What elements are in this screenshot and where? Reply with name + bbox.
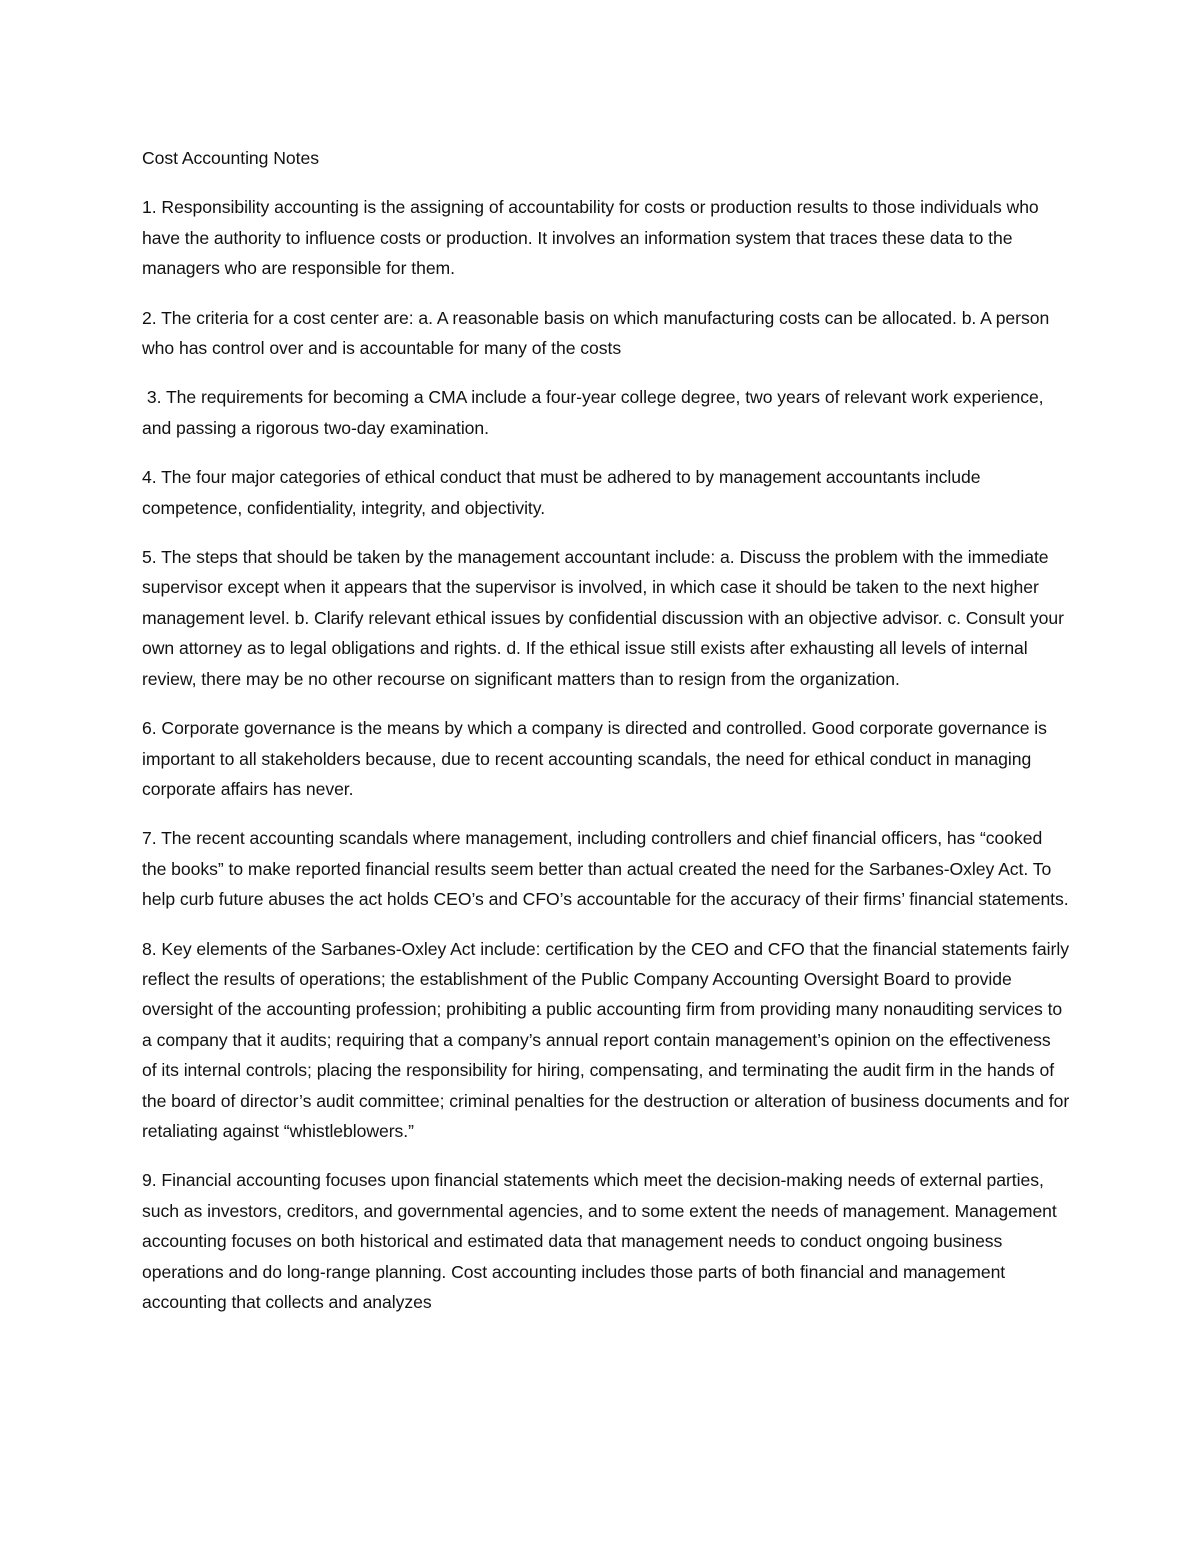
note-6 [142, 713, 1070, 804]
note-number: 3. [146, 387, 162, 408]
document-title: Cost Accounting Notes [142, 148, 319, 168]
note-9 [142, 1165, 1070, 1317]
note-text: Key elements of the Sarbanes-Oxley Act include: certification by the CEO and CFO that the financial statements fairly reflect the results of operations; the establishment of the Public Company Accounting Oversight Board to provide oversight of the accounting profession; prohibiting a public accounting firm from providing many nonauditing services to a company that it audits; requiring that a company’s annual report contain management’s opinion on the effectiveness of its internal controls; placing the responsibility for hiring, compensating, and terminating the audit firm in the hands of the board of director’s audit committee; criminal penalties for the destruction or alteration of business documents and for retaliating against “whistleblowers.” [142, 938, 1070, 1141]
note-number: 5. [142, 547, 157, 568]
note-5 [142, 542, 1070, 694]
note-number: 6. [142, 718, 157, 739]
note-text: Corporate governance is the means by which a company is directed and controlled. Good corporate governance is important to all stakeholders because, due to recent accounting scandals, the need for ethical conduct in managing corporate affairs has never. [142, 718, 1047, 799]
note-text: The four major categories of ethical conduct that must be adhered to by management accountants include competence, confidentiality, integrity, and objectivity. [142, 467, 981, 518]
note-text: Responsibility accounting is the assigning of accountability for costs or production results to those individuals who have the authority to influence costs or production. It involves an information system that traces these data to the managers who are responsible for them. [142, 197, 1039, 279]
note-number: 7. [142, 828, 157, 849]
note-number: 8. [142, 938, 157, 959]
note-4 [142, 462, 1070, 523]
note-text: The requirements for becoming a CMA include a four-year college degree, two years of relevant work experience, and passing a rigorous two-day examination. [142, 387, 1044, 438]
note-number: 9. [142, 1170, 157, 1191]
note-text: Financial accounting focuses upon financial statements which meet the decision-making needs of external parties, such as investors, creditors, and governmental agencies, and to some extent the needs of management. Management accounting focuses on both historical and estimated data that management needs to conduct ongoing business operations and do long-range planning. Cost accounting includes those parts of both financial and management accounting that collects and analyzes [142, 1170, 1057, 1312]
note-8 [142, 934, 1070, 1147]
note-7 [142, 823, 1070, 914]
note-text: The recent accounting scandals where management, including controllers and chief financial officers, has “cooked the books” to make reported financial results seem better than actual created the need for the Sarbanes-Oxley Act. To help curb future abuses the act holds CEO’s and CFO’s accountable for the accuracy of their firms’ financial statements. [142, 828, 1069, 910]
note-number: 4. [142, 467, 157, 488]
note-3 [142, 382, 1070, 443]
note-2 [142, 303, 1070, 364]
note-text: The criteria for a cost center are: a. A reasonable basis on which manufacturing costs can be allocated. b. A person who has control over and is accountable for many of the costs [142, 307, 1050, 359]
note-number: 2. [142, 307, 157, 328]
note-text: The steps that should be taken by the management accountant include: a. Discuss the problem with the immediate supervisor except when it appears that the supervisor is involved, in which case it should be taken to the next higher management level. b. Clarify relevant ethical issues by confidential discussion with an objective advisor. c. Consult your own attorney as to legal obligations and rights. d. If the ethical issue still exists after exhausting all levels of internal review, there may be no other recourse on significant matters than to resign from the organization. [142, 547, 1064, 689]
note-1 [142, 192, 1070, 283]
note-number: 1. [142, 197, 157, 218]
